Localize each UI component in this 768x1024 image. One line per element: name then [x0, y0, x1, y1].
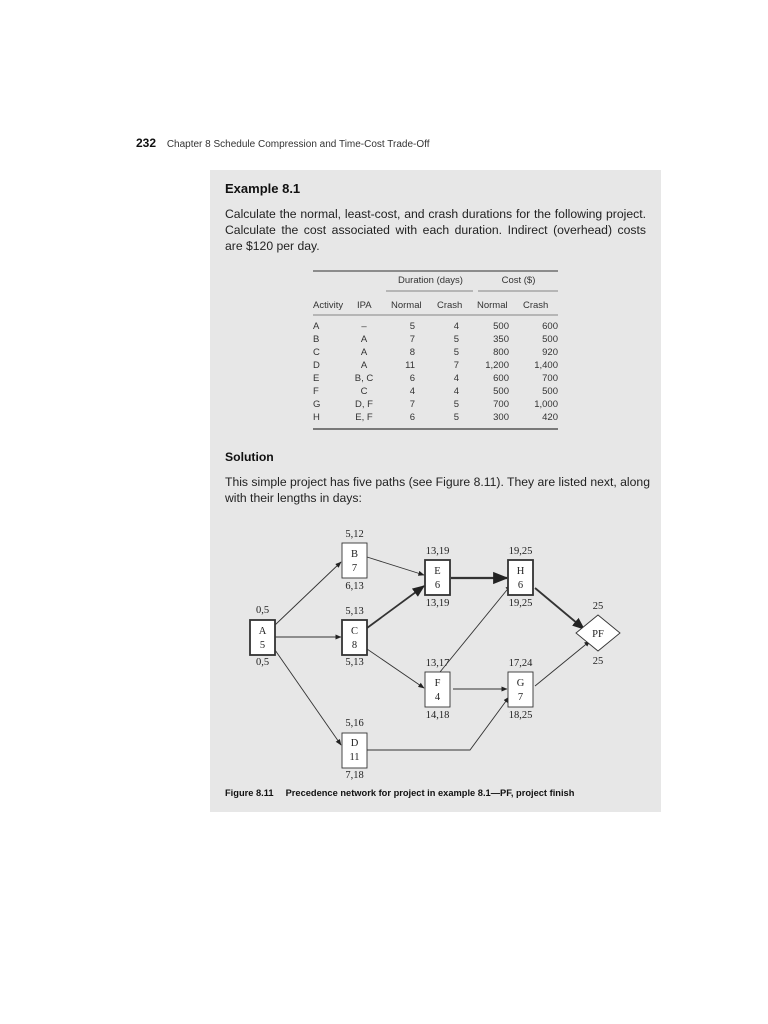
col-header-ipa: IPA: [357, 300, 372, 311]
cell-normal-cost: 800: [493, 347, 509, 358]
node-h-bottom: 19,25: [508, 598, 533, 609]
cell-normal-cost: 1,200: [485, 360, 509, 371]
cell-crash-duration: 5: [453, 347, 459, 358]
cell-normal-duration: 6: [409, 373, 415, 384]
node-e-top: 13,19: [425, 546, 450, 557]
cell-crash-duration: 4: [453, 386, 459, 397]
node-a-top: 0,5: [255, 605, 270, 616]
cell-ipa: A: [360, 334, 368, 345]
node-e-duration: 6: [434, 580, 441, 591]
cell-activity: D: [313, 360, 320, 371]
col-header-crash-cost: Crash: [523, 300, 549, 311]
edge-c-f: [367, 649, 424, 688]
node-b-top: 5,12: [345, 529, 364, 540]
cell-normal-cost: 350: [493, 334, 509, 345]
chapter-title: Chapter 8 Schedule Compression and Time-Cost Trade-Off: [166, 139, 430, 150]
cell-crash-duration: 4: [453, 373, 459, 384]
figure-caption: [225, 788, 574, 798]
cell-crash-cost: 1,000: [534, 399, 558, 410]
node-f-top: 13,17: [425, 658, 450, 669]
cell-ipa: E, F: [355, 412, 373, 423]
cell-crash-duration: 5: [453, 399, 459, 410]
cell-crash-cost: 500: [542, 334, 558, 345]
cell-crash-duration: 7: [453, 360, 459, 371]
cell-activity: B: [313, 334, 320, 345]
page-number: 232: [136, 136, 157, 150]
node-e-id: E: [434, 566, 441, 577]
node-d-bottom: 7,18: [345, 770, 364, 781]
node-e-bottom: 13,19: [425, 598, 450, 609]
example-box: [210, 170, 661, 812]
node-b-id: B: [350, 549, 359, 560]
cell-normal-duration: 5: [409, 321, 415, 332]
edge-c-e: [367, 586, 424, 628]
node-h-duration: 6: [517, 580, 524, 591]
cell-crash-duration: 5: [453, 334, 459, 345]
node-g-duration: 7: [517, 692, 524, 703]
node-g-top: 17,24: [508, 658, 533, 669]
node-d-id: D: [350, 738, 359, 749]
node-c-duration: 8: [351, 640, 358, 651]
figure-label: Figure 8.11: [225, 788, 274, 798]
cell-normal-cost: 600: [493, 373, 509, 384]
node-pf-bottom: 25: [592, 656, 604, 667]
cell-crash-cost: 920: [542, 347, 558, 358]
node-a-duration: 5: [259, 640, 266, 651]
node-f-id: F: [434, 678, 441, 689]
node-g-bottom: 18,25: [508, 710, 533, 721]
cell-ipa: B, C: [354, 373, 374, 384]
cell-ipa: C: [360, 386, 368, 397]
cell-crash-cost: 700: [542, 373, 558, 384]
cell-normal-duration: 7: [409, 399, 415, 410]
edge-b-e: [367, 557, 424, 575]
cell-activity: F: [313, 386, 319, 397]
edge-f-h: [440, 585, 511, 672]
cell-ipa: D, F: [355, 399, 373, 410]
node-h-top: 19,25: [508, 546, 533, 557]
figure-caption-text: Precedence network for project in example 8.1—PF, project finish: [285, 788, 575, 798]
cell-normal-duration: 6: [409, 412, 415, 423]
precedence-network: [210, 170, 661, 812]
col-header-crash-duration: Crash: [437, 300, 463, 311]
node-c-top: 5,13: [345, 606, 364, 617]
example-title: Example 8.1: [225, 181, 301, 196]
col-header-normal-cost: Normal: [477, 300, 508, 311]
node-c-bottom: 5,13: [345, 657, 364, 668]
cell-normal-cost: 500: [493, 321, 509, 332]
cell-normal-duration: 4: [409, 386, 415, 397]
cell-activity: G: [313, 399, 321, 410]
node-pf-id: PF: [592, 629, 604, 640]
edge-h-pf: [535, 588, 584, 629]
solution-text: This simple project has five paths (see Figure 8.11). They are listed next, along with their lengths in days:: [225, 475, 650, 505]
cell-crash-duration: 5: [453, 412, 459, 423]
cell-crash-duration: 4: [453, 321, 459, 332]
example-text: Calculate the normal, least-cost, and crash durations for the following project. Calculate the cost associated with each duration. Indirect (overhead) costs are $120 per day.: [225, 207, 646, 253]
node-g-id: G: [516, 678, 525, 689]
cell-normal-duration: 7: [409, 334, 415, 345]
node-a-id: A: [258, 626, 267, 637]
cell-crash-cost: 1,400: [534, 360, 558, 371]
cell-activity: C: [313, 347, 320, 358]
col-header-normal-duration: Normal: [391, 300, 422, 311]
cell-activity: E: [313, 373, 320, 384]
node-f-bottom: 14,18: [425, 710, 450, 721]
running-head: [136, 136, 430, 150]
edge-a-b: [275, 562, 341, 625]
node-d-top: 5,16: [345, 718, 364, 729]
node-b-bottom: 6,13: [345, 581, 364, 592]
node-h-id: H: [516, 566, 525, 577]
node-d-duration: 11: [349, 752, 360, 763]
node-c-id: C: [350, 626, 359, 637]
edge-g-pf: [535, 641, 590, 686]
cell-activity: A: [313, 321, 320, 332]
cell-normal-cost: 300: [493, 412, 509, 423]
cell-crash-cost: 500: [542, 386, 558, 397]
cell-activity: H: [313, 412, 320, 423]
node-f-duration: 4: [434, 692, 441, 703]
cell-normal-duration: 11: [405, 360, 415, 371]
cell-crash-cost: 420: [542, 412, 558, 423]
solution-title: Solution: [225, 450, 274, 464]
col-header-activity: Activity: [313, 300, 344, 311]
cell-ipa: A: [360, 347, 368, 358]
edge-a-d: [275, 650, 341, 745]
cell-crash-cost: 600: [542, 321, 558, 332]
group-header-duration: Duration (days): [398, 275, 463, 286]
cell-ipa: –: [361, 321, 367, 332]
cell-normal-cost: 700: [493, 399, 509, 410]
group-header-cost: Cost ($): [501, 275, 536, 286]
cell-normal-duration: 8: [409, 347, 415, 358]
cell-ipa: A: [360, 360, 368, 371]
cell-normal-cost: 500: [493, 386, 509, 397]
node-b-duration: 7: [351, 563, 358, 574]
node-a-bottom: 0,5: [255, 657, 270, 668]
node-pf-top: 25: [592, 601, 604, 612]
